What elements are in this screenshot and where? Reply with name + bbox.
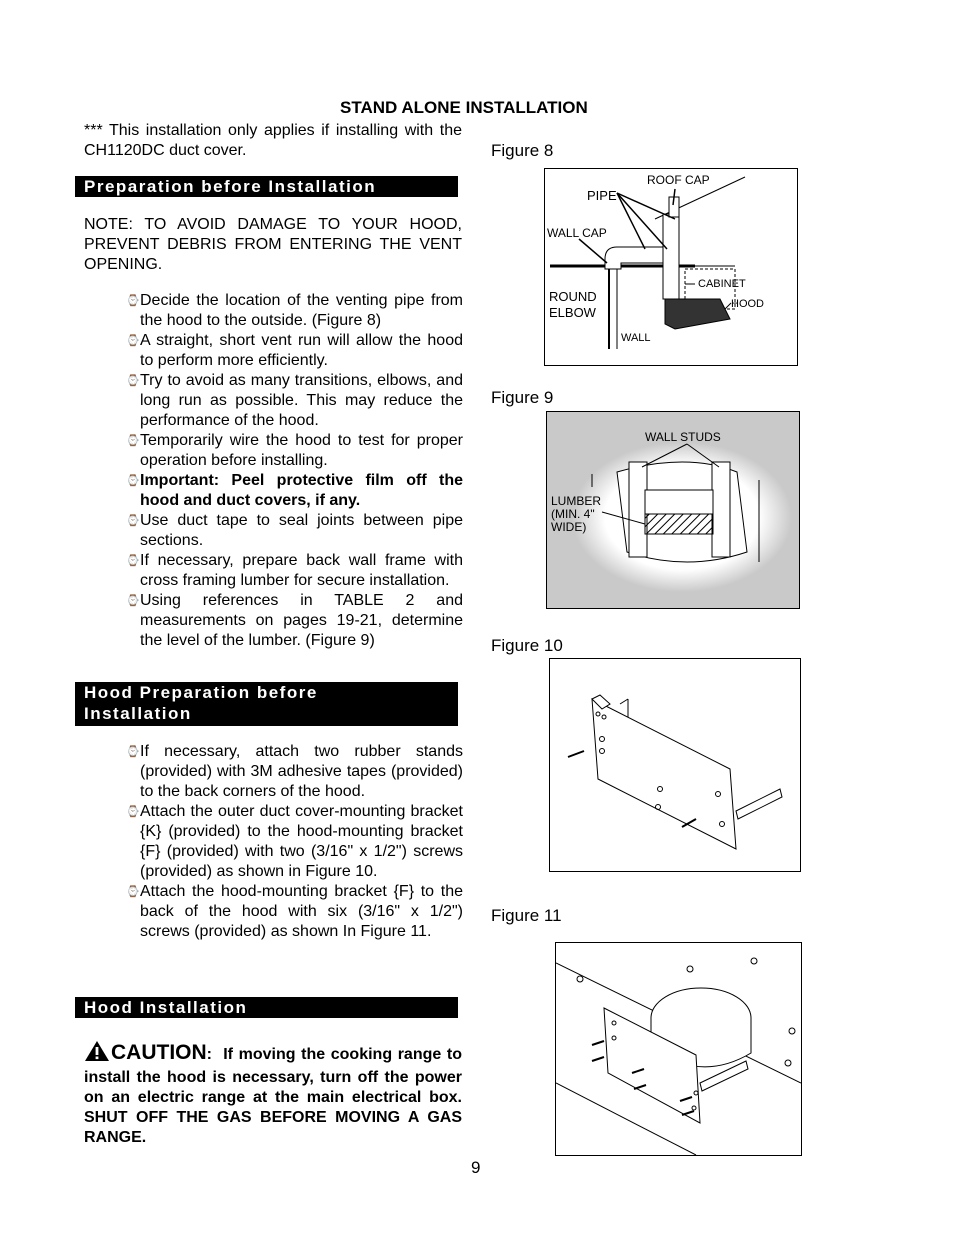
figure-9-label: Figure 9 [491,388,554,407]
figure-8 [544,168,798,366]
hood-prep-list [126,742,463,942]
svg-text:HOOD: HOOD [731,298,764,310]
section-heading-hood-install: Hood Installation [75,997,458,1018]
list-item: ⌚ Use duct tape to seal joints between pipe sections. [126,512,463,549]
caution-block: CAUTION: If moving the cooking range to install the hood is necessary, turn off the power on an electric range at the main electrical box. SHUT OFF THE GAS BEFORE MOVING A GAS RANGE. [84,1041,462,1146]
svg-text:WALL CAP: WALL CAP [547,226,607,240]
page-title: STAND ALONE INSTALLATION [340,98,588,117]
warning-icon [84,1040,110,1068]
svg-text:WIDE): WIDE) [551,520,587,534]
list-item: ⌚ Attach the outer duct cover-mounting bracket {K} (provided) to the hood-mounting bracket {F} (provided) with two (3/16" x 1/2") screws (provided) as shown in Figure 10. [126,803,463,880]
figure-9 [546,411,800,609]
list-item: ⌚ Try to avoid as many transitions, elbows, and long run as possible. This may reduce the performance of the hood. [126,372,463,429]
page-number: 9 [471,1158,481,1177]
bullet-icon: ⌚ [126,746,140,758]
section-heading-hood-prep: Hood Preparation before Installation [75,682,458,726]
bullet-icon: ⌚ [126,515,140,527]
bullet-icon: ⌚ [126,295,140,307]
list-item: ⌚ Attach the hood-mounting bracket {F} to the back of the hood with six (3/16" x 1/2") screws (provided) as shown In Figure 11. [126,883,463,940]
section-heading-preparation: Preparation before Installation [75,176,458,197]
list-item: ⌚ Temporarily wire the hood to test for proper operation before installing. [126,432,463,469]
vent-diagram [545,169,797,365]
svg-text:ROUND: ROUND [549,289,597,304]
list-item: ⌚ Decide the location of the venting pipe from the hood to the outside. (Figure 8) [126,292,463,329]
svg-text:LUMBER: LUMBER [551,494,602,508]
bullet-icon: ⌚ [126,806,140,818]
svg-text:ELBOW: ELBOW [549,305,596,320]
bullet-icon: ⌚ [126,475,140,487]
svg-text:WALL STUDS: WALL STUDS [645,430,721,444]
svg-text:ROOF CAP: ROOF CAP [647,173,710,187]
note-text: NOTE: TO AVOID DAMAGE TO YOUR HOOD, PREVENT DEBRIS FROM ENTERING THE VENT OPENING. [84,216,462,273]
svg-text:(MIN. 4": (MIN. 4" [551,507,595,521]
figure-8-label: Figure 8 [491,141,554,160]
bullet-icon: ⌚ [126,886,140,898]
bullet-icon: ⌚ [126,595,140,607]
svg-text:WALL: WALL [621,332,651,344]
hood-bracket-diagram [556,943,801,1155]
figure-10 [549,658,801,872]
figure-10-label: Figure 10 [491,636,563,655]
caution-text: If moving the cooking range to install the hood is necessary, turn off the power on an electric range at the main electrical box. SHUT OFF THE GAS BEFORE MOVING A GAS RANGE. [84,1046,462,1146]
list-item-important: ⌚ Important: Peel protective film off the hood and duct covers, if any. [126,472,463,509]
list-item: ⌚ If necessary, attach two rubber stands (provided) with 3M adhesive tapes (provided) to the back corners of the hood. [126,743,463,800]
bullet-icon: ⌚ [126,375,140,387]
svg-text:CABINET: CABINET [698,278,746,290]
bullet-icon: ⌚ [126,435,140,447]
list-item: ⌚ A straight, short vent run will allow the hood to perform more efficiently. [126,332,463,369]
list-item: ⌚ If necessary, prepare back wall frame with cross framing lumber for secure installation. [126,552,463,589]
bracket-diagram [550,659,800,871]
intro-text: *** This installation only applies if installing with the CH1120DC duct cover. [84,122,462,159]
bullet-icon: ⌚ [126,555,140,567]
figure-11-label: Figure 11 [491,906,562,925]
wall-studs-diagram [547,412,799,608]
svg-text:PIPE: PIPE [587,188,617,203]
caution-word: CAUTION [111,1041,207,1064]
list-item: ⌚ Using references in TABLE 2 and measurements on pages 19-21, determine the level of the lumber. (Figure 9) [126,592,463,649]
bullet-icon: ⌚ [126,335,140,347]
figure-11 [555,942,802,1156]
preparation-list [126,291,463,651]
